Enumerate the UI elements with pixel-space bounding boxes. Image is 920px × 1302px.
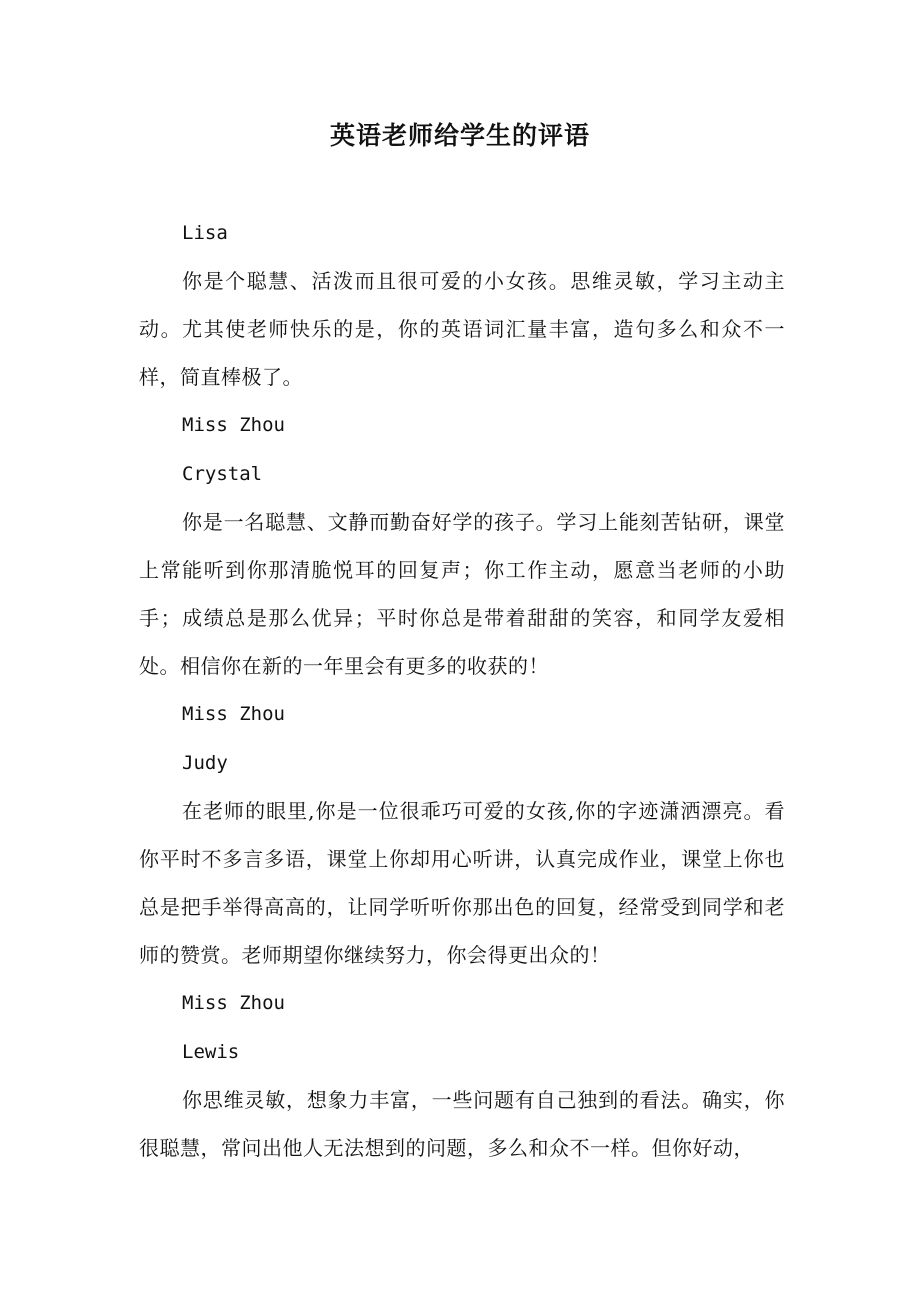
comment-paragraph: 你是一名聪慧、文静而勤奋好学的孩子。学习上能刻苦钻研，课堂上常能听到你那清脆悦耳的回复声；你工作主动，愿意当老师的小助手；成绩总是那么优异；平时你总是带着甜甜的笑容，和同学友爱相处。相信你在新的一年里会有更多的收获的！ [139,510,785,678]
comment-paragraph: 在老师的眼里,你是一位很乖巧可爱的女孩,你的字迹潇洒漂亮。看你平时不多言多语，课堂上你却用心听讲，认真完成作业，课堂上你也总是把手举得高高的，让同学听听你那出色的回复，经常受到同学和老师的赞赏。老师期望你继续努力，你会得更出众的！ [139,799,785,967]
teacher-signature: Miss Zhou [182,414,285,436]
student-name: Lisa [182,222,228,244]
comment-paragraph: 你思维灵敏，想象力丰富，一些问题有自己独到的看法。确实，你很聪慧，常问出他人无法想到的问题，多么和众不一样。但你好动， [139,1088,785,1160]
entry-lisa [139,209,785,449]
teacher-signature: Miss Zhou [182,703,285,725]
entry-crystal [139,450,785,738]
entry-judy [139,739,785,1027]
teacher-signature: Miss Zhou [182,992,285,1014]
student-name: Lewis [182,1041,240,1063]
student-name: Judy [182,752,228,774]
student-name: Crystal [182,463,263,485]
entry-lewis [139,1028,785,1172]
comment-paragraph: 你是个聪慧、活泼而且很可爱的小女孩。思维灵敏，学习主动主动。尤其使老师快乐的是，你的英语词汇量丰富，造句多么和众不一样，简直棒极了。 [139,269,785,389]
document-title: 英语老师给学生的评语 [329,121,590,150]
